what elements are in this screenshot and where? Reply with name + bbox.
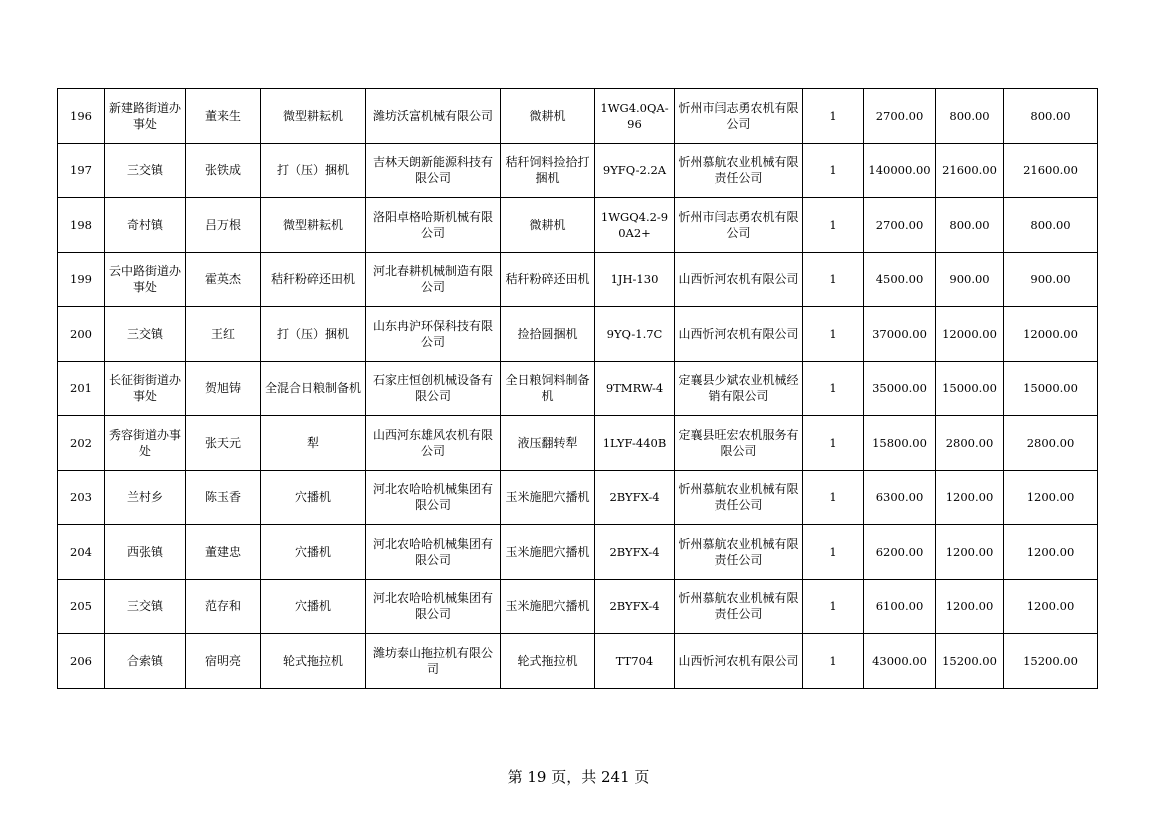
cell-total-subsidy: 1200.00 (1004, 579, 1098, 634)
cell-manufacturer: 石家庄恒创机械设备有限公司 (366, 361, 501, 416)
cell-township: 新建路街道办事处 (105, 89, 186, 144)
cell-central-subsidy: 15200.00 (936, 634, 1004, 689)
cell-total-subsidy: 21600.00 (1004, 143, 1098, 198)
cell-machine-category: 全混合日粮制备机 (261, 361, 366, 416)
cell-row-index: 206 (58, 634, 105, 689)
cell-machine-category: 穴播机 (261, 470, 366, 525)
cell-central-subsidy: 12000.00 (936, 307, 1004, 362)
cell-row-index: 201 (58, 361, 105, 416)
cell-manufacturer: 吉林天朗新能源科技有限公司 (366, 143, 501, 198)
cell-dealer: 山西忻河农机有限公司 (675, 634, 803, 689)
table-body (58, 89, 1098, 689)
table-row (58, 361, 1098, 416)
cell-machine-category: 微型耕耘机 (261, 198, 366, 253)
cell-row-index: 204 (58, 525, 105, 580)
cell-dealer: 忻州慕航农业机械有限责任公司 (675, 470, 803, 525)
cell-machine-category: 穴播机 (261, 579, 366, 634)
cell-total-subsidy: 900.00 (1004, 252, 1098, 307)
cell-applicant: 陈玉香 (186, 470, 261, 525)
table-row (58, 416, 1098, 471)
cell-dealer: 山西忻河农机有限公司 (675, 252, 803, 307)
cell-manufacturer: 山西河东雄风农机有限公司 (366, 416, 501, 471)
cell-manufacturer: 潍坊泰山拖拉机有限公司 (366, 634, 501, 689)
cell-product-name: 玉米施肥穴播机 (501, 579, 595, 634)
cell-quantity: 1 (803, 579, 864, 634)
cell-applicant: 张天元 (186, 416, 261, 471)
cell-central-subsidy: 21600.00 (936, 143, 1004, 198)
cell-total-subsidy: 1200.00 (1004, 470, 1098, 525)
cell-model: 1WG4.0QA-96 (595, 89, 675, 144)
cell-central-subsidy: 2800.00 (936, 416, 1004, 471)
cell-sale-price: 35000.00 (864, 361, 936, 416)
cell-model: 2BYFX-4 (595, 579, 675, 634)
cell-dealer: 忻州市闫志勇农机有限公司 (675, 89, 803, 144)
cell-sale-price: 37000.00 (864, 307, 936, 362)
table-row (58, 634, 1098, 689)
cell-product-name: 微耕机 (501, 198, 595, 253)
cell-quantity: 1 (803, 416, 864, 471)
cell-manufacturer: 洛阳卓格哈斯机械有限公司 (366, 198, 501, 253)
cell-product-name: 秸秆饲料捡拾打捆机 (501, 143, 595, 198)
table-row (58, 143, 1098, 198)
cell-sale-price: 140000.00 (864, 143, 936, 198)
cell-quantity: 1 (803, 89, 864, 144)
cell-machine-category: 犁 (261, 416, 366, 471)
cell-manufacturer: 河北农哈哈机械集团有限公司 (366, 579, 501, 634)
table-row (58, 89, 1098, 144)
cell-township: 三交镇 (105, 307, 186, 362)
cell-row-index: 197 (58, 143, 105, 198)
cell-model: 9YFQ-2.2A (595, 143, 675, 198)
cell-sale-price: 4500.00 (864, 252, 936, 307)
cell-model: 1WGQ4.2-90A2+ (595, 198, 675, 253)
cell-quantity: 1 (803, 634, 864, 689)
cell-applicant: 王红 (186, 307, 261, 362)
cell-model: 9TMRW-4 (595, 361, 675, 416)
cell-township: 合索镇 (105, 634, 186, 689)
cell-township: 兰村乡 (105, 470, 186, 525)
cell-total-subsidy: 15200.00 (1004, 634, 1098, 689)
cell-sale-price: 43000.00 (864, 634, 936, 689)
cell-machine-category: 穴播机 (261, 525, 366, 580)
table-row (58, 525, 1098, 580)
cell-quantity: 1 (803, 198, 864, 253)
cell-manufacturer: 潍坊沃富机械有限公司 (366, 89, 501, 144)
table-row (58, 470, 1098, 525)
table-row (58, 579, 1098, 634)
cell-applicant: 霍英杰 (186, 252, 261, 307)
cell-applicant: 董建忠 (186, 525, 261, 580)
cell-product-name: 玉米施肥穴播机 (501, 525, 595, 580)
cell-total-subsidy: 800.00 (1004, 198, 1098, 253)
cell-dealer: 定襄县少斌农业机械经销有限公司 (675, 361, 803, 416)
cell-model: 2BYFX-4 (595, 525, 675, 580)
cell-sale-price: 6100.00 (864, 579, 936, 634)
cell-sale-price: 6200.00 (864, 525, 936, 580)
table-row (58, 252, 1098, 307)
cell-township: 西张镇 (105, 525, 186, 580)
cell-machine-category: 微型耕耘机 (261, 89, 366, 144)
cell-model: 2BYFX-4 (595, 470, 675, 525)
cell-product-name: 玉米施肥穴播机 (501, 470, 595, 525)
cell-central-subsidy: 800.00 (936, 198, 1004, 253)
cell-dealer: 忻州慕航农业机械有限责任公司 (675, 525, 803, 580)
cell-total-subsidy: 800.00 (1004, 89, 1098, 144)
cell-manufacturer: 山东冉沪环保科技有限公司 (366, 307, 501, 362)
cell-row-index: 205 (58, 579, 105, 634)
cell-product-name: 轮式拖拉机 (501, 634, 595, 689)
cell-quantity: 1 (803, 307, 864, 362)
cell-township: 奇村镇 (105, 198, 186, 253)
cell-row-index: 203 (58, 470, 105, 525)
table-row (58, 198, 1098, 253)
cell-dealer: 忻州慕航农业机械有限责任公司 (675, 143, 803, 198)
cell-row-index: 200 (58, 307, 105, 362)
cell-applicant: 范存和 (186, 579, 261, 634)
cell-applicant: 张铁成 (186, 143, 261, 198)
cell-product-name: 全日粮饲料制备机 (501, 361, 595, 416)
cell-total-subsidy: 15000.00 (1004, 361, 1098, 416)
cell-township: 三交镇 (105, 143, 186, 198)
cell-quantity: 1 (803, 470, 864, 525)
cell-manufacturer: 河北农哈哈机械集团有限公司 (366, 470, 501, 525)
cell-manufacturer: 河北春耕机械制造有限公司 (366, 252, 501, 307)
cell-central-subsidy: 800.00 (936, 89, 1004, 144)
cell-machine-category: 打（压）捆机 (261, 307, 366, 362)
cell-product-name: 液压翻转犁 (501, 416, 595, 471)
cell-total-subsidy: 12000.00 (1004, 307, 1098, 362)
cell-dealer: 定襄县旺宏农机服务有限公司 (675, 416, 803, 471)
cell-quantity: 1 (803, 252, 864, 307)
cell-applicant: 吕万根 (186, 198, 261, 253)
cell-row-index: 196 (58, 89, 105, 144)
cell-model: 1JH-130 (595, 252, 675, 307)
cell-applicant: 宿明亮 (186, 634, 261, 689)
table-row (58, 307, 1098, 362)
cell-applicant: 贺旭铸 (186, 361, 261, 416)
cell-dealer: 山西忻河农机有限公司 (675, 307, 803, 362)
cell-central-subsidy: 900.00 (936, 252, 1004, 307)
cell-model: 9YQ-1.7C (595, 307, 675, 362)
cell-manufacturer: 河北农哈哈机械集团有限公司 (366, 525, 501, 580)
cell-quantity: 1 (803, 143, 864, 198)
cell-product-name: 秸秆粉碎还田机 (501, 252, 595, 307)
cell-sale-price: 2700.00 (864, 198, 936, 253)
cell-sale-price: 6300.00 (864, 470, 936, 525)
cell-central-subsidy: 1200.00 (936, 470, 1004, 525)
cell-central-subsidy: 1200.00 (936, 579, 1004, 634)
cell-dealer: 忻州市闫志勇农机有限公司 (675, 198, 803, 253)
cell-township: 秀容街道办事处 (105, 416, 186, 471)
subsidy-table (57, 88, 1098, 689)
cell-central-subsidy: 15000.00 (936, 361, 1004, 416)
cell-model: 1LYF-440B (595, 416, 675, 471)
cell-township: 三交镇 (105, 579, 186, 634)
cell-product-name: 微耕机 (501, 89, 595, 144)
cell-total-subsidy: 2800.00 (1004, 416, 1098, 471)
cell-row-index: 202 (58, 416, 105, 471)
cell-model: TT704 (595, 634, 675, 689)
cell-township: 长征街街道办事处 (105, 361, 186, 416)
cell-machine-category: 秸秆粉碎还田机 (261, 252, 366, 307)
page-footer: 第 19 页，共 241 页 (507, 768, 650, 786)
cell-total-subsidy: 1200.00 (1004, 525, 1098, 580)
cell-machine-category: 轮式拖拉机 (261, 634, 366, 689)
cell-sale-price: 2700.00 (864, 89, 936, 144)
cell-applicant: 董来生 (186, 89, 261, 144)
cell-township: 云中路街道办事处 (105, 252, 186, 307)
cell-quantity: 1 (803, 361, 864, 416)
cell-row-index: 198 (58, 198, 105, 253)
cell-quantity: 1 (803, 525, 864, 580)
cell-row-index: 199 (58, 252, 105, 307)
cell-product-name: 捡拾圆捆机 (501, 307, 595, 362)
cell-machine-category: 打（压）捆机 (261, 143, 366, 198)
cell-sale-price: 15800.00 (864, 416, 936, 471)
cell-dealer: 忻州慕航农业机械有限责任公司 (675, 579, 803, 634)
cell-central-subsidy: 1200.00 (936, 525, 1004, 580)
